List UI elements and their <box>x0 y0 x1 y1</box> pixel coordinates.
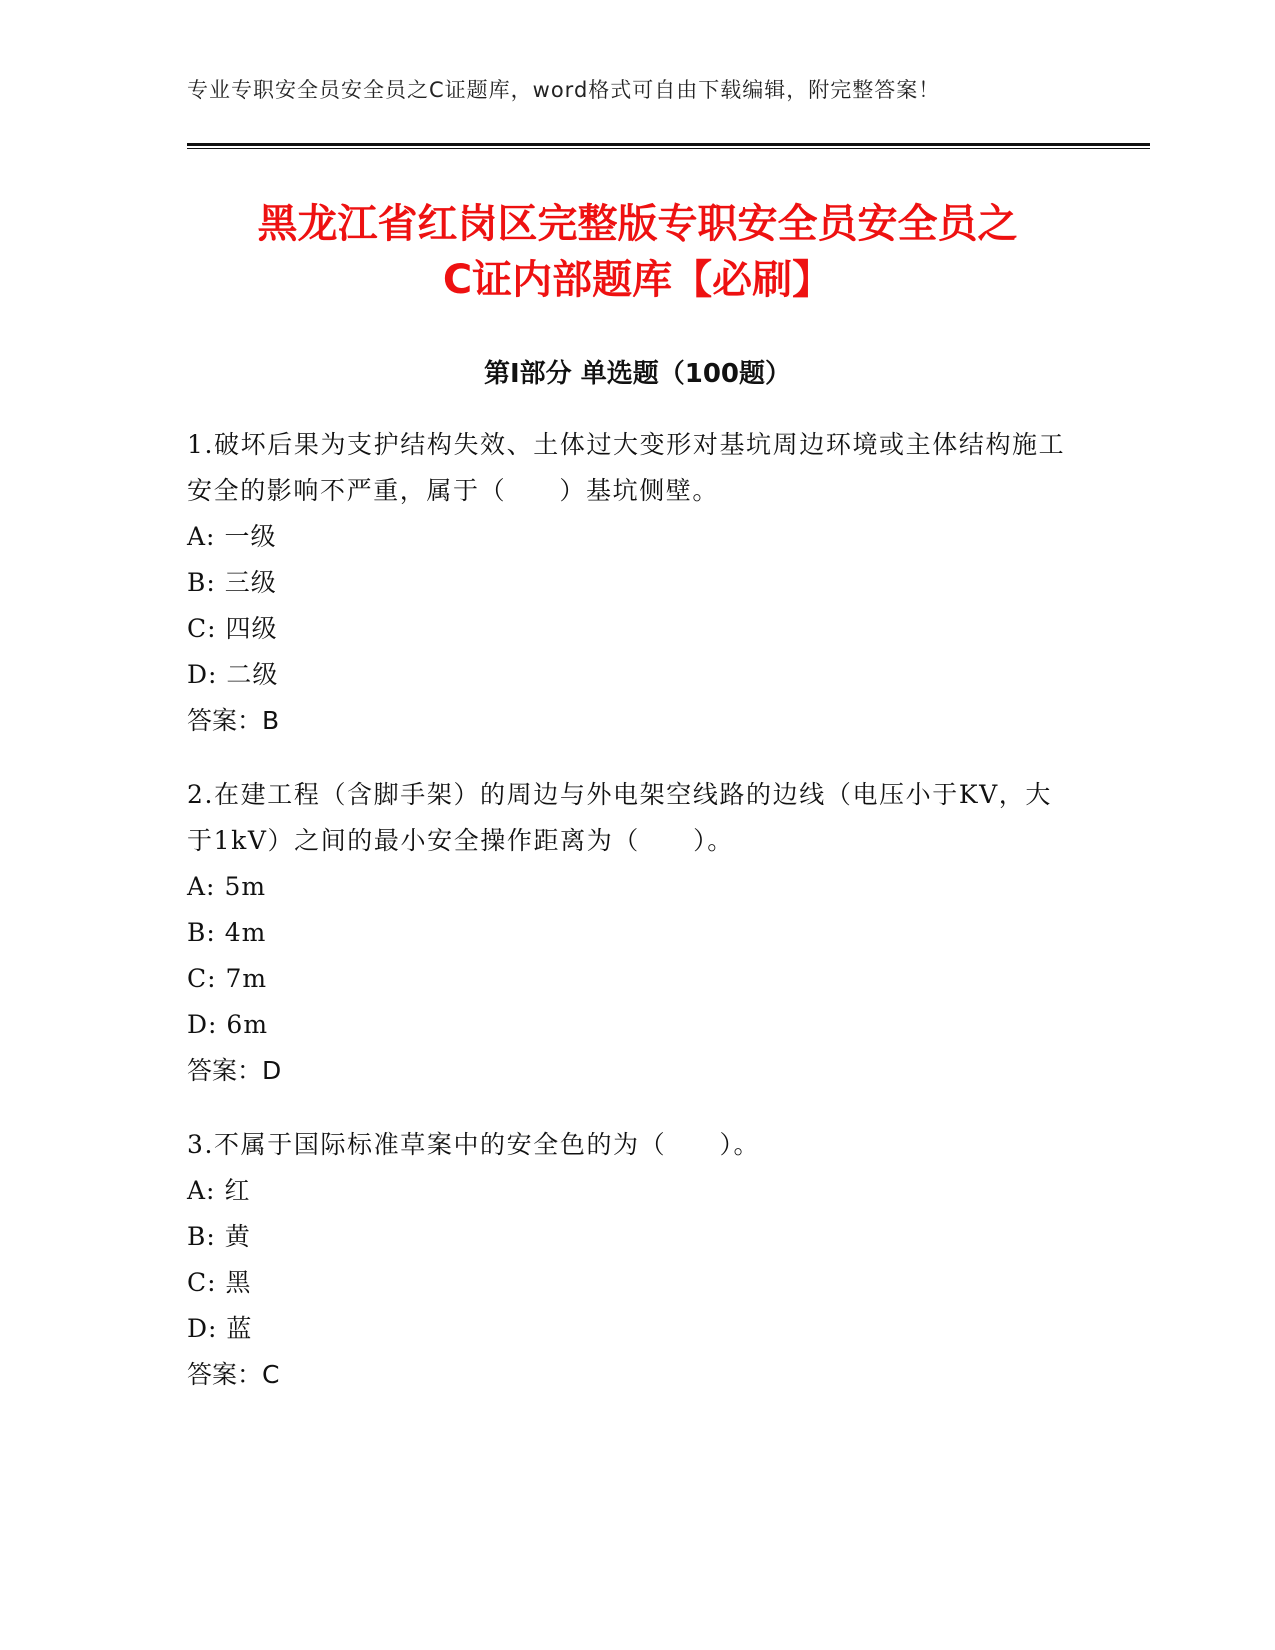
question-3-option-d <box>187 1306 1067 1352</box>
question-2-option-a <box>187 864 1067 910</box>
option-label: C: <box>187 1268 217 1297</box>
question-1-option-b <box>187 560 1067 606</box>
option-text: 三级 <box>224 568 277 597</box>
option-text: 7m <box>225 964 268 993</box>
question-3 <box>187 1122 1067 1398</box>
question-2-option-c <box>187 956 1067 1002</box>
question-1-option-d <box>187 652 1067 698</box>
option-text: 一级 <box>224 522 277 551</box>
option-text: 4m <box>224 918 267 947</box>
header-note: 专业专职安全员安全员之C证题库，word格式可自由下载编辑，附完整答案！ <box>187 78 941 102</box>
option-label: B: <box>187 568 216 597</box>
question-2 <box>187 772 1067 1094</box>
question-1 <box>187 422 1067 744</box>
document-title-line-2: C证内部题库【必刷】 <box>442 257 833 303</box>
header-divider-thin-line <box>187 148 1150 149</box>
section-title: 第Ⅰ部分 单选题（100题） <box>484 359 791 389</box>
question-2-option-d <box>187 1002 1067 1048</box>
option-text: 四级 <box>225 614 278 643</box>
header-divider-thick-line <box>187 143 1150 146</box>
option-text: 红 <box>224 1176 251 1205</box>
option-label: A: <box>187 1176 216 1205</box>
option-label: A: <box>187 872 216 901</box>
question-3-option-b <box>187 1214 1067 1260</box>
question-1-option-c <box>187 606 1067 652</box>
header-divider <box>187 143 1150 150</box>
question-3-option-c <box>187 1260 1067 1306</box>
option-text: 5m <box>224 872 267 901</box>
question-2-stem: 2.在建工程（含脚手架）的周边与外电架空线路的边线（电压小于KV，大于1kV）之间的最小安全操作距离为（ ）。 <box>187 780 1052 855</box>
question-3-answer: 答案：C <box>187 1360 280 1389</box>
document-title <box>150 196 1125 308</box>
option-label: C: <box>187 614 217 643</box>
option-label: A: <box>187 522 216 551</box>
option-text: 二级 <box>226 660 279 689</box>
question-3-option-a <box>187 1168 1067 1214</box>
option-label: C: <box>187 964 217 993</box>
question-1-answer: 答案：B <box>187 706 280 735</box>
option-text: 6m <box>226 1010 269 1039</box>
option-label: D: <box>187 660 218 689</box>
question-3-stem: 3.不属于国际标准草案中的安全色的为（ ）。 <box>187 1130 761 1159</box>
option-text: 蓝 <box>226 1314 253 1343</box>
option-label: D: <box>187 1314 218 1343</box>
question-2-option-b <box>187 910 1067 956</box>
question-1-stem: 1.破坏后果为支护结构失效、土体过大变形对基坑周边环境或主体结构施工安全的影响不严重，属于（ ）基坑侧壁。 <box>187 430 1066 505</box>
option-label: D: <box>187 1010 218 1039</box>
option-label: B: <box>187 1222 216 1251</box>
question-2-answer: 答案：D <box>187 1056 282 1085</box>
option-text: 黑 <box>225 1268 252 1297</box>
question-1-option-a <box>187 514 1067 560</box>
document-title-line-1: 黑龙江省红岗区完整版专职安全员安全员之 <box>257 201 1018 247</box>
option-text: 黄 <box>224 1222 251 1251</box>
option-label: B: <box>187 918 216 947</box>
